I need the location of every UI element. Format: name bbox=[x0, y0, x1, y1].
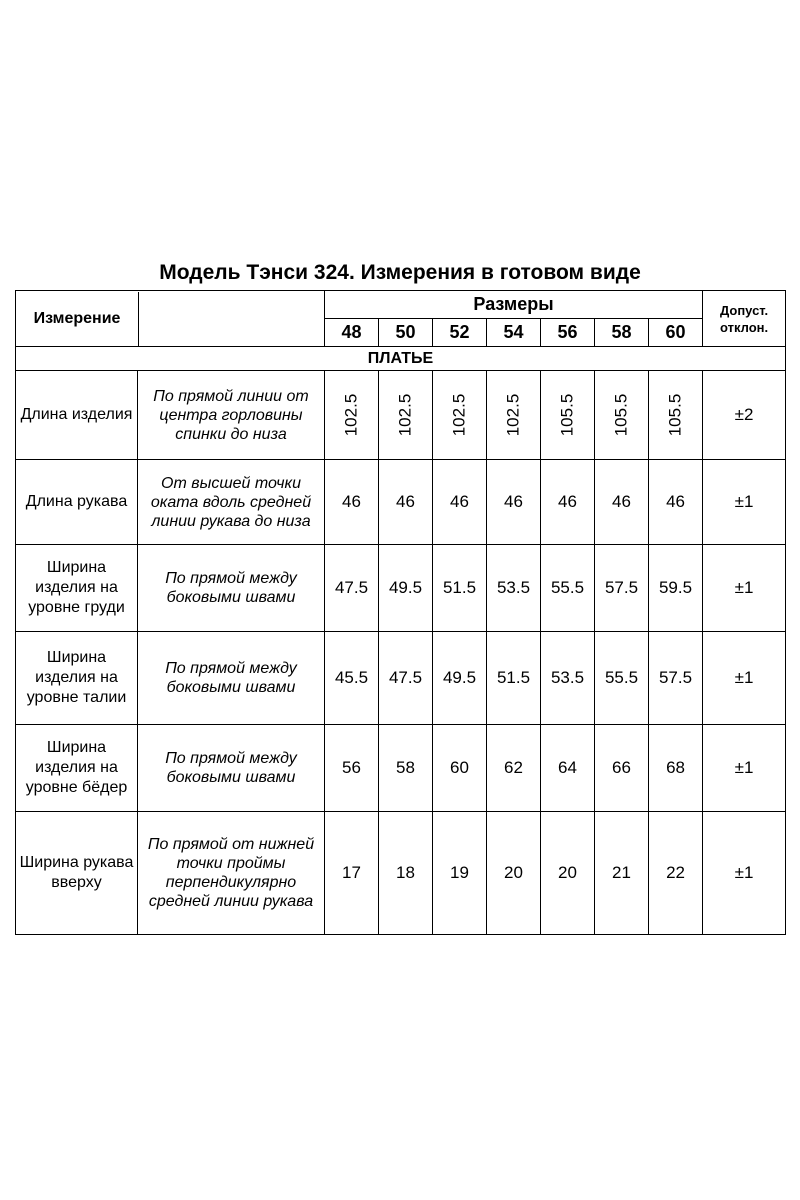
size-54: 54 bbox=[487, 319, 541, 347]
value: 62 bbox=[487, 725, 541, 812]
value: 66 bbox=[595, 725, 649, 812]
value: 105.5 bbox=[611, 393, 631, 437]
value-cell bbox=[595, 371, 649, 460]
value-cell bbox=[487, 371, 541, 460]
value: 46 bbox=[595, 460, 649, 545]
tolerance-value: ±1 bbox=[703, 460, 786, 545]
measurement-description: По прямой между боковыми швами bbox=[138, 545, 325, 632]
value: 20 bbox=[541, 812, 595, 935]
table-row bbox=[16, 812, 786, 935]
value: 102.5 bbox=[395, 393, 415, 437]
measurement-description: По прямой линии от центра горловины спинки до низа bbox=[138, 371, 325, 460]
value-cell bbox=[541, 371, 595, 460]
value: 46 bbox=[487, 460, 541, 545]
measurement-name: Ширина изделия на уровне бёдер bbox=[16, 725, 138, 812]
measurement-header-cell bbox=[16, 291, 325, 347]
value: 46 bbox=[649, 460, 703, 545]
value: 53.5 bbox=[541, 632, 595, 725]
value: 17 bbox=[325, 812, 379, 935]
value: 57.5 bbox=[595, 545, 649, 632]
value: 56 bbox=[325, 725, 379, 812]
value: 68 bbox=[649, 725, 703, 812]
value: 105.5 bbox=[557, 393, 577, 437]
tolerance-header: Допуст. отклон. bbox=[703, 291, 786, 347]
value-cell bbox=[433, 371, 487, 460]
value: 47.5 bbox=[325, 545, 379, 632]
size-60: 60 bbox=[649, 319, 703, 347]
value: 21 bbox=[595, 812, 649, 935]
value: 45.5 bbox=[325, 632, 379, 725]
value: 53.5 bbox=[487, 545, 541, 632]
measurement-name: Длина изделия bbox=[16, 371, 138, 460]
tolerance-value: ±1 bbox=[703, 812, 786, 935]
tolerance-value: ±2 bbox=[703, 371, 786, 460]
value: 102.5 bbox=[449, 393, 469, 437]
value: 102.5 bbox=[341, 393, 361, 437]
section-row bbox=[16, 347, 786, 371]
header-row-top bbox=[16, 291, 786, 319]
table-row bbox=[16, 371, 786, 460]
size-52: 52 bbox=[433, 319, 487, 347]
tolerance-value: ±1 bbox=[703, 725, 786, 812]
measurement-description: По прямой от нижней точки проймы перпендикулярно средней линии рукава bbox=[138, 812, 325, 935]
value-cell bbox=[649, 371, 703, 460]
page-title: Модель Тэнси 324. Измерения в готовом виде bbox=[159, 261, 641, 284]
value: 105.5 bbox=[665, 393, 685, 437]
value: 49.5 bbox=[433, 632, 487, 725]
measurement-description: От высшей точки оката вдоль средней линии рукава до низа bbox=[138, 460, 325, 545]
size-48: 48 bbox=[325, 319, 379, 347]
value: 46 bbox=[325, 460, 379, 545]
value: 58 bbox=[379, 725, 433, 812]
measurement-header: Измерение bbox=[16, 292, 139, 346]
value: 46 bbox=[433, 460, 487, 545]
measurement-name: Ширина изделия на уровне талии bbox=[16, 632, 138, 725]
value: 47.5 bbox=[379, 632, 433, 725]
value: 19 bbox=[433, 812, 487, 935]
measurement-description: По прямой между боковыми швами bbox=[138, 632, 325, 725]
table-row bbox=[16, 632, 786, 725]
value: 22 bbox=[649, 812, 703, 935]
table-row bbox=[16, 725, 786, 812]
value: 51.5 bbox=[433, 545, 487, 632]
sizes-header: Размеры bbox=[325, 291, 703, 319]
value: 51.5 bbox=[487, 632, 541, 725]
section-title: ПЛАТЬЕ bbox=[16, 347, 786, 371]
table-row bbox=[16, 460, 786, 545]
tolerance-value: ±1 bbox=[703, 545, 786, 632]
value: 55.5 bbox=[595, 632, 649, 725]
value: 102.5 bbox=[503, 393, 523, 437]
value: 46 bbox=[541, 460, 595, 545]
value: 18 bbox=[379, 812, 433, 935]
measurement-description: По прямой между боковыми швами bbox=[138, 725, 325, 812]
tolerance-value: ±1 bbox=[703, 632, 786, 725]
value: 20 bbox=[487, 812, 541, 935]
value: 55.5 bbox=[541, 545, 595, 632]
value: 57.5 bbox=[649, 632, 703, 725]
measurement-name: Ширина изделия на уровне груди bbox=[16, 545, 138, 632]
value: 46 bbox=[379, 460, 433, 545]
measurement-name: Ширина рукава вверху bbox=[16, 812, 138, 935]
value-cell bbox=[325, 371, 379, 460]
measurement-name: Длина рукава bbox=[16, 460, 138, 545]
table-row bbox=[16, 545, 786, 632]
size-58: 58 bbox=[595, 319, 649, 347]
measurements-table bbox=[15, 290, 786, 935]
size-50: 50 bbox=[379, 319, 433, 347]
value: 64 bbox=[541, 725, 595, 812]
value: 60 bbox=[433, 725, 487, 812]
value: 49.5 bbox=[379, 545, 433, 632]
value: 59.5 bbox=[649, 545, 703, 632]
size-56: 56 bbox=[541, 319, 595, 347]
value-cell bbox=[379, 371, 433, 460]
